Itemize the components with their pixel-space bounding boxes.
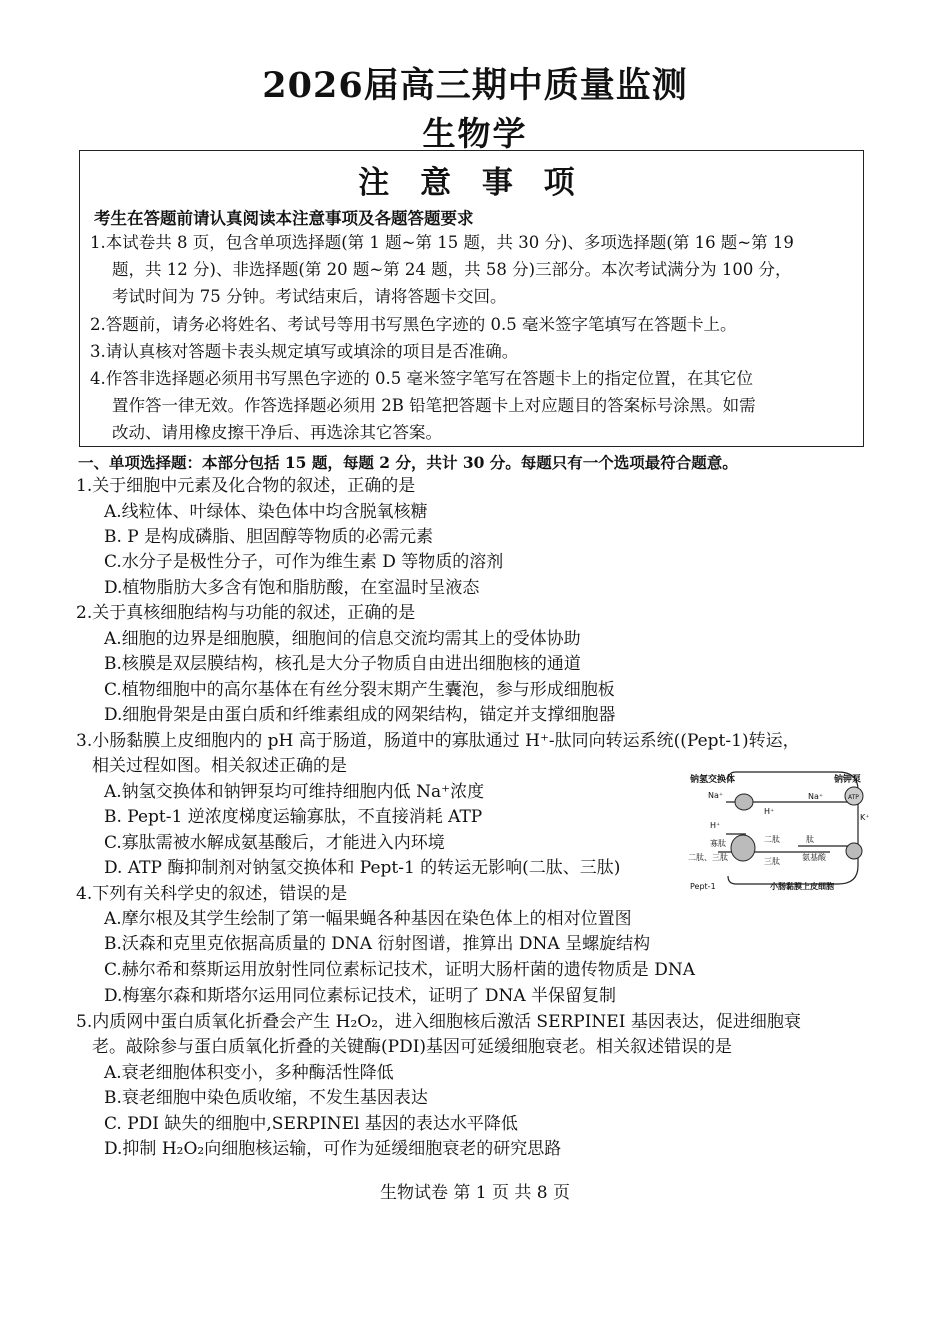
notice-line: 考试时间为 75 分钟。考试结束后，请将答题卡交回。 xyxy=(112,287,507,306)
question-5-option-b: B.衰老细胞中染色质收缩，不发生基因表达 xyxy=(104,1088,428,1108)
question-2-option-c: C.植物细胞中的高尔基体在有丝分裂末期产生囊泡，参与形成细胞板 xyxy=(104,680,615,700)
question-1-option-b: B. P 是构成磷脂、胆固醇等物质的必需元素 xyxy=(104,527,434,547)
label-k: K⁺ xyxy=(860,813,870,822)
question-3-option-c: C.寡肽需被水解成氨基酸后，才能进入内环境 xyxy=(104,833,445,853)
question-4-option-b: B.沃森和克里克依据高质量的 DNA 衍射图谱，推算出 DNA 呈螺旋结构 xyxy=(104,934,651,954)
question-1-option-d: D.植物脂肪大多含有饱和脂肪酸，在室温时呈液态 xyxy=(104,578,480,598)
label-na-in: Na⁺ xyxy=(808,792,824,801)
question-3-stem-cont: 相关过程如图。相关叙述正确的是 xyxy=(92,756,347,776)
label-di-tri: 二肽、三肽 xyxy=(688,853,728,862)
label-pump: 钠钾泵 xyxy=(834,775,862,785)
question-1-option-a: A.线粒体、叶绿体、染色体中均含脱氧核糖 xyxy=(104,502,428,522)
amino-carrier-protein xyxy=(846,843,862,859)
question-5-stem-cont: 老。敲除参与蛋白质氧化折叠的关键酶(PDI)基因可延缓细胞衰老。相关叙述错误的是 xyxy=(92,1037,733,1057)
notice-item-4 xyxy=(90,365,860,446)
label-dipeptide: 二肽 xyxy=(764,835,780,844)
label-h-left: H⁺ xyxy=(710,821,721,830)
exchanger-protein xyxy=(735,794,753,810)
question-3-option-b: B. Pept-1 逆浓度梯度运输寡肽，不直接消耗 ATP xyxy=(104,807,483,827)
exam-title: 2026届高三期中质量监测 xyxy=(262,65,688,106)
question-5-option-a: A.衰老细胞体积变小，多种酶活性降低 xyxy=(104,1063,394,1083)
question-4-option-c: C.赫尔希和蔡斯运用放射性同位素标记技术，证明大肠杆菌的遗传物质是 DNA xyxy=(104,960,695,980)
question-4-option-a: A.摩尔根及其学生绘制了第一幅果蝇各种基因在染色体上的相对位置图 xyxy=(104,909,632,929)
transport-diagram xyxy=(688,766,868,890)
label-pept1: Pept-1 xyxy=(690,882,716,891)
question-2-option-a: A.细胞的边界是细胞膜，细胞间的信息交流均需其上的受体协助 xyxy=(104,629,581,649)
notice-line: 改动、请用橡皮擦干净后、再选涂其它答案。 xyxy=(112,423,442,442)
label-peptide: 肽 xyxy=(806,835,814,844)
section-heading: 一、单项选择题：本部分包括 15 题，每题 2 分，共计 30 分。每题只有一个选项最符合题意。 xyxy=(78,453,738,472)
notice-line: 3.请认真核对答题卡表头规定填写或填涂的项目是否准确。 xyxy=(90,342,519,361)
notice-line: 置作答一律无效。作答选择题必须用 2B 铅笔把答题卡上对应题目的答案标号涂黑。如需 xyxy=(112,396,756,415)
label-cell: 小肠黏膜上皮细胞 xyxy=(770,882,834,891)
notice-line: 1.本试卷共 8 页，包含单项选择题(第 1 题~第 15 题，共 30 分)、多项选择题(第 16 题~第 19 xyxy=(90,233,794,252)
label-amino: 氨基酸 xyxy=(802,853,826,862)
question-3-option-a: A.钠氢交换体和钠钾泵均可维持细胞内低 Na⁺浓度 xyxy=(104,782,485,802)
label-h-top: H⁺ xyxy=(764,807,775,816)
notice-heading: 注 意 事 项 xyxy=(358,165,585,201)
notice-subheading: 考生在答题前请认真阅读本注意事项及各题答题要求 xyxy=(94,209,474,228)
page-footer: 生物试卷 第 1 页 共 8 页 xyxy=(379,1183,571,1203)
notice-line: 题，共 12 分)、非选择题(第 20 题~第 24 题，共 58 分)三部分。本次考试满分为 100 分， xyxy=(112,260,792,279)
question-1-stem: 1.关于细胞中元素及化合物的叙述，正确的是 xyxy=(76,476,416,496)
notice-box xyxy=(79,150,864,447)
notice-item-1 xyxy=(90,229,860,310)
question-4-option-d: D.梅塞尔森和斯塔尔运用同位素标记技术，证明了 DNA 半保留复制 xyxy=(104,986,617,1006)
question-3-stem: 3.小肠黏膜上皮细胞内的 pH 高于肠道，肠道中的寡肽通过 H⁺-肽同向转运系统((Pept-1)转运， xyxy=(76,731,800,751)
question-5-stem: 5.内质网中蛋白质氧化折叠会产生 H₂O₂，进入细胞核后激活 SERPINEI 基因表达，促进细胞衰 xyxy=(76,1012,801,1032)
label-na-out: Na⁺ xyxy=(708,791,724,800)
notice-item-2 xyxy=(90,311,860,338)
question-4-stem: 4.下列有关科学史的叙述，错误的是 xyxy=(76,884,348,904)
question-2-stem: 2.关于真核细胞结构与功能的叙述，正确的是 xyxy=(76,603,416,623)
label-oligo: 寡肽 xyxy=(710,839,726,848)
subject-title: 生物学 xyxy=(422,114,528,153)
question-3-option-d: D. ATP 酶抑制剂对钠氢交换体和 Pept-1 的转运无影响(二肽、三肽) xyxy=(104,858,621,878)
question-5-option-d: D.抑制 H₂O₂向细胞核运输，可作为延缓细胞衰老的研究思路 xyxy=(104,1139,562,1159)
label-exchanger: 钠氢交换体 xyxy=(690,775,736,785)
notice-line: 4.作答非选择题必须用书写黑色字迹的 0.5 毫米签字笔写在答题卡上的指定位置，在其它位 xyxy=(90,369,753,388)
question-2-option-d: D.细胞骨架是由蛋白质和纤维素组成的网架结构，锚定并支撑细胞器 xyxy=(104,705,616,725)
question-1-option-c: C.水分子是极性分子，可作为维生素 D 等物质的溶剂 xyxy=(104,552,504,572)
label-atp: ATP xyxy=(848,794,859,801)
notice-item-3 xyxy=(90,338,860,365)
label-tripeptide: 三肽 xyxy=(764,857,780,866)
question-2-option-b: B.核膜是双层膜结构，核孔是大分子物质自由进出细胞核的通道 xyxy=(104,654,581,674)
notice-line: 2.答题前，请务必将姓名、考试号等用书写黑色字迹的 0.5 毫米签字笔填写在答题卡上。 xyxy=(90,315,737,334)
pept1-protein xyxy=(731,835,755,861)
question-5-option-c: C. PDI 缺失的细胞中,SERPINEl 基因的表达水平降低 xyxy=(104,1114,518,1134)
cell-membrane-outline xyxy=(728,772,858,884)
